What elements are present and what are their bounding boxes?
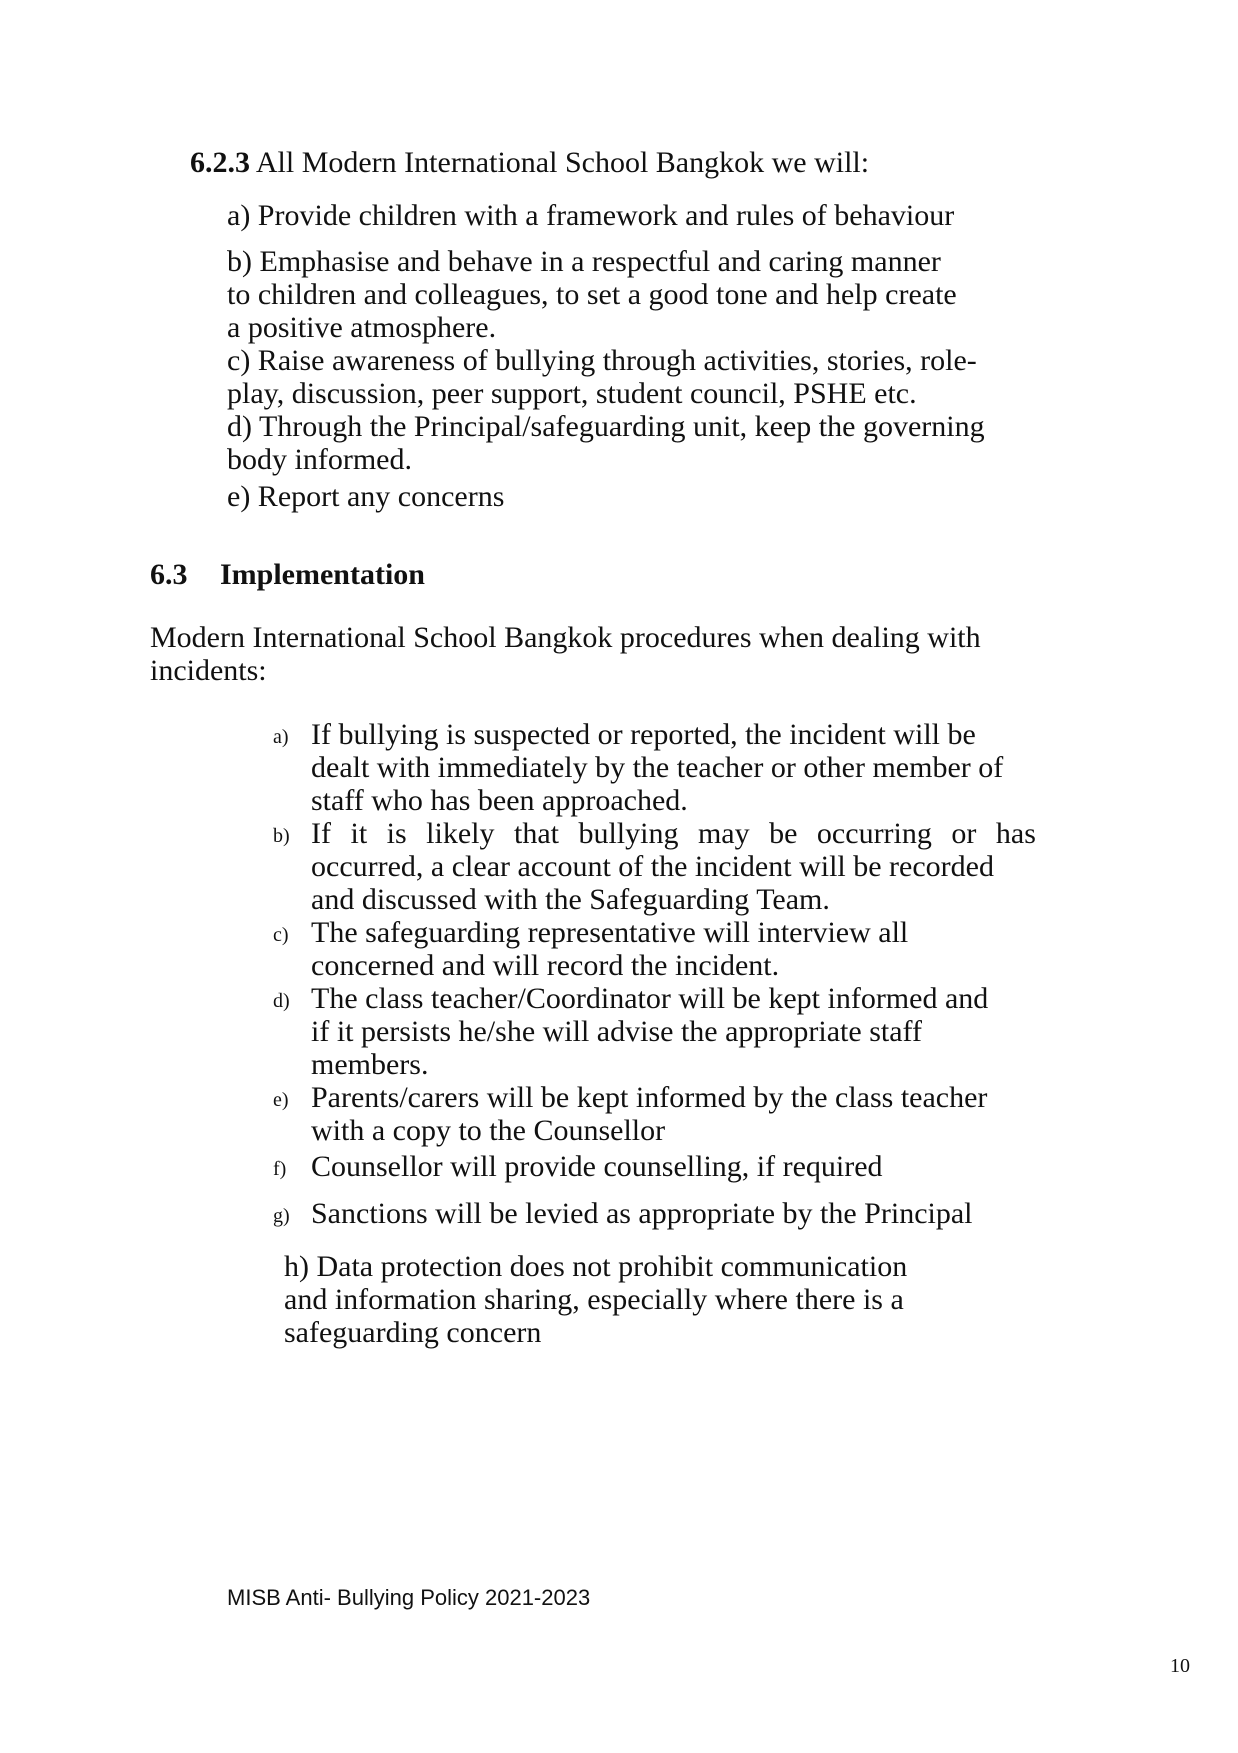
list-item-line: If it is likely that bullying may be occurring or has <box>311 817 1036 850</box>
list-marker: e) <box>273 1089 289 1111</box>
list-item-line: to children and colleagues, to set a good tone and help create <box>227 278 957 311</box>
list-item-line: Counsellor will provide counselling, if required <box>311 1150 883 1183</box>
section-6-3-heading <box>150 558 425 591</box>
footer-text: MISB Anti- Bullying Policy 2021-2023 <box>227 1585 591 1610</box>
list-item-line: play, discussion, peer support, student council, PSHE etc. <box>227 377 917 410</box>
paragraph-line: Modern International School Bangkok procedures when dealing with <box>150 621 981 654</box>
section-number: 6.3 <box>150 558 188 591</box>
list-item-line: dealt with immediately by the teacher or other member of <box>311 751 1004 784</box>
list-marker: c) <box>273 924 289 946</box>
list-item-line: and information sharing, especially where there is a <box>284 1283 904 1316</box>
list-item-line: concerned and will record the incident. <box>311 949 780 982</box>
list-item-line: d) Through the Principal/safeguarding unit, keep the governing <box>227 410 985 443</box>
list-item: e) Report any concerns <box>227 480 505 513</box>
list-item-line: Parents/carers will be kept informed by the class teacher <box>311 1081 988 1114</box>
list-marker: f) <box>273 1158 287 1180</box>
list-item-line: members. <box>311 1048 429 1081</box>
list-item-line: Sanctions will be levied as appropriate by the Principal <box>311 1197 973 1230</box>
list-item-line: The safeguarding representative will interview all <box>311 916 909 949</box>
list-marker: b) <box>273 825 290 847</box>
list-item-line: h) Data protection does not prohibit communication <box>284 1250 908 1283</box>
list-item-line: occurred, a clear account of the incident will be recorded <box>311 850 994 883</box>
page-number: 10 <box>1170 1655 1190 1677</box>
paragraph-line: incidents: <box>150 654 267 687</box>
list-item-line: with a copy to the Counsellor <box>311 1114 666 1147</box>
list-item-line: body informed. <box>227 443 412 476</box>
section-6-2-3-heading <box>190 146 869 179</box>
section-number: 6.2.3 <box>190 146 250 179</box>
list-item-line: The class teacher/Coordinator will be kept informed and <box>311 982 989 1015</box>
list-marker: a) <box>273 726 289 748</box>
section-intro: All Modern International School Bangkok we will: <box>255 146 870 179</box>
list-item-line: a positive atmosphere. <box>227 311 497 344</box>
list-item-line: staff who has been approached. <box>311 784 688 817</box>
list-marker: g) <box>273 1205 290 1227</box>
list-item-line: b) Emphasise and behave in a respectful and caring manner <box>227 245 941 278</box>
list-marker: d) <box>273 990 290 1012</box>
list-item-line: safeguarding concern <box>284 1316 542 1349</box>
section-title: Implementation <box>220 558 425 591</box>
list-item-line: and discussed with the Safeguarding Team. <box>311 883 830 916</box>
list-item: a) Provide children with a framework and rules of behaviour <box>227 199 955 232</box>
list-item-line: if it persists he/she will advise the appropriate staff <box>311 1015 922 1048</box>
list-item-line: c) Raise awareness of bullying through activities, stories, role- <box>227 344 977 377</box>
list-item-line: If bullying is suspected or reported, the incident will be <box>311 718 976 751</box>
